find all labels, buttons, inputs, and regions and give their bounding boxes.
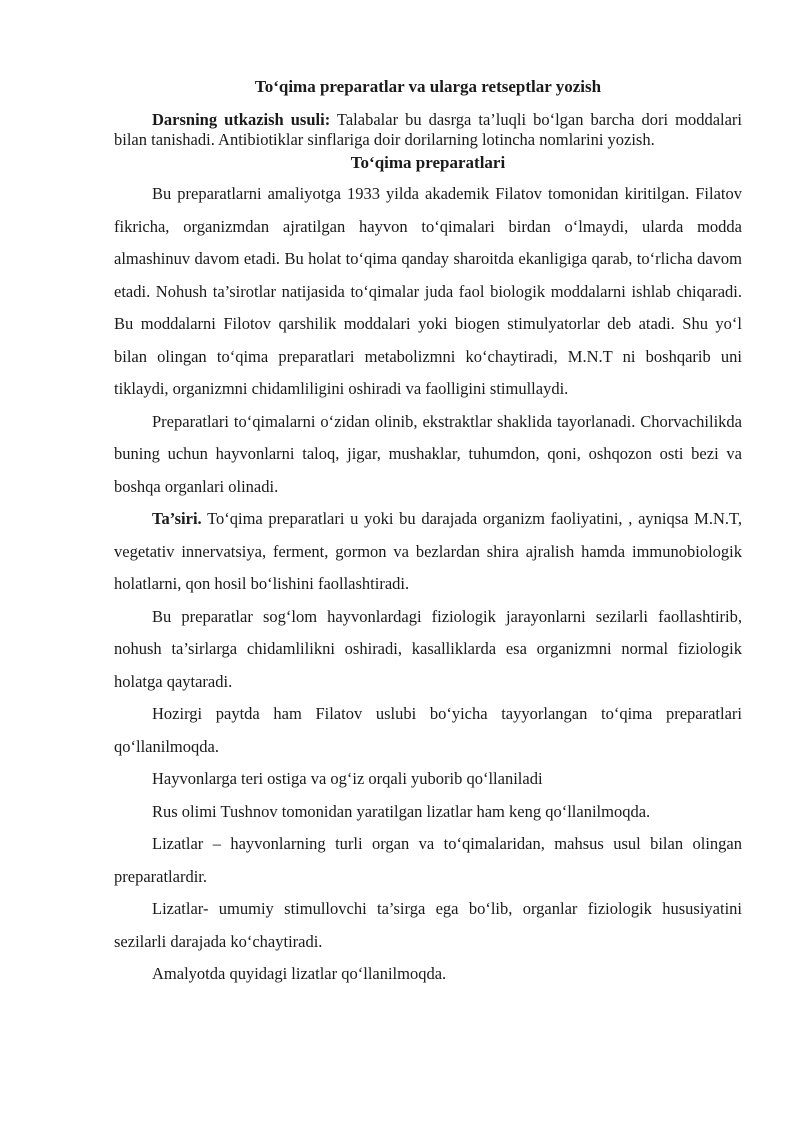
document-title: To‘qima preparatlar va ularga retseptlar yozish: [254, 77, 602, 96]
section-subtitle: To‘qima preparatlari: [350, 153, 506, 172]
effect-text: To‘qima preparatlari u yoki bu darajada organizm faoliyatini, , ayniqsa M.N.T, vegetativ innervatsiya, ferment, gormon va bezlardan shira ajralish hamda immunobiologik holatlarni, qon hosil bo‘lishini faollashtiradi.: [114, 509, 742, 593]
lesson-method-text: Talabalar bu dasrga ta’luqli bo‘lgan barcha dori moddalari bilan tanishadi. Antibiotiklar sinflariga doir dorilarning lotincha nomlarini yozish.: [114, 110, 742, 149]
document-page: [114, 74, 742, 991]
body-paragraph: Lizatlar – hayvonlarning turli organ va to‘qimalaridan, mahsus usul bilan olingan preparatlardir.: [114, 834, 742, 886]
effect-paragraph: [114, 503, 742, 601]
body-paragraph: Preparatlari to‘qimalarni o‘zidan olinib, ekstraktlar shaklida tayorlanadi. Chorvachilikda buning uchun hayvonlarni taloq, jigar, mushaklar, tuhumdon, qoni, oshqozon osti bezi va boshqa organlari olinadi.: [114, 411, 742, 496]
body-paragraph: Hayvonlarga teri ostiga va og‘iz orqali yuborib qo‘llaniladi: [152, 769, 543, 788]
lesson-method-label: Darsning utkazish usuli:: [152, 110, 331, 129]
lesson-method-paragraph: [114, 110, 742, 150]
body-paragraph: Bu preparatlar sog‘lom hayvonlardagi fiziologik jarayonlarni sezilarli faollashtirib, nohush ta’sirlarga chidamlilikni oshiradi, kasalliklarda esa organizmni normal fiziologik holatga qaytaradi.: [114, 606, 742, 691]
body-paragraph: Bu preparatlarni amaliyotga 1933 yilda akademik Filatov tomonidan kiritilgan. Filatov fikricha, organizmdan ajratilgan hayvon to‘qimalari birdan o‘lmaydi, ularda modda almashinuv davom etadi. Bu holat to‘qima qanday sharoitda ekanligiga qarab, to‘rlicha davom etadi. Nohush ta’sirotlar natijasida to‘qimalar juda faol biologik moddalarni ishlab chiqaradi. Bu moddalarni Filotov qarshilik moddalari yoki biogen stimulyatorlar deb atadi. Shu yo‘l bilan olingan to‘qima preparatlari metabolizmni ko‘chaytiradi, M.N.T ni boshqarib uni tiklaydi, organizmni chidamliligini oshiradi va faolligini stimullaydi.: [114, 184, 742, 398]
body-paragraph: Rus olimi Tushnov tomonidan yaratilgan lizatlar ham keng qo‘llanilmoqda.: [152, 801, 651, 821]
body-paragraph: Amalyotda quyidagi lizatlar qo‘llanilmoqda.: [152, 964, 447, 983]
effect-label: Ta’siri.: [152, 509, 202, 528]
body-paragraph: Lizatlar- umumiy stimullovchi ta’sirga ega bo‘lib, organlar fiziologik hususiyatini sezilarli darajada ko‘chaytiradi.: [114, 899, 742, 951]
body-paragraph: Hozirgi paytda ham Filatov uslubi bo‘yicha tayyorlangan to‘qima preparatlari qo‘llanilmoqda.: [114, 704, 742, 756]
